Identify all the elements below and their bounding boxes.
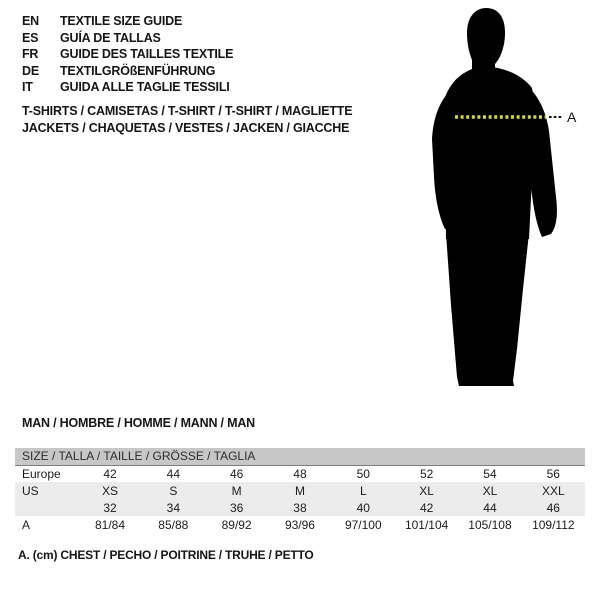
size-cell: 50 <box>356 466 370 481</box>
size-cell: XS <box>78 482 141 499</box>
size-cell: 38 <box>268 499 331 516</box>
size-cell: XL <box>458 482 521 499</box>
size-table <box>15 448 585 533</box>
table-row <box>15 499 585 516</box>
language-code: DE <box>22 63 39 78</box>
size-cell: M <box>268 482 331 499</box>
table-header-row <box>15 448 585 465</box>
size-cell: M <box>205 482 268 499</box>
man-silhouette <box>400 5 586 395</box>
size-cell: 40 <box>332 499 395 516</box>
language-code: ES <box>22 30 39 45</box>
measure-label: A <box>567 109 577 125</box>
row-label: Europe <box>22 466 61 481</box>
language-label: GUIDA ALLE TAGLIE TESSILI <box>60 80 230 95</box>
size-cell: 44 <box>166 466 180 481</box>
table-row <box>15 482 585 499</box>
size-cell: 85/88 <box>158 517 189 532</box>
size-cell: 42 <box>103 466 117 481</box>
language-row <box>22 63 233 80</box>
language-label: TEXTILE SIZE GUIDE <box>60 14 183 29</box>
size-cell: 109/112 <box>532 517 575 532</box>
category-line-tshirts: T-SHIRTS / CAMISETAS / T-SHIRT / T-SHIRT / MAGLIETTE <box>22 104 353 118</box>
language-row <box>22 13 233 30</box>
category-line-jackets: JACKETS / CHAQUETAS / VESTES / JACKEN / GIACCHE <box>22 121 350 135</box>
size-cell: 105/108 <box>468 517 512 532</box>
row-label: A <box>22 517 31 532</box>
table-header-label: SIZE / TALLA / TAILLE / GRÖSSE / TAGLIA <box>15 448 585 465</box>
size-cell: 42 <box>395 499 458 516</box>
language-label: TEXTILGRÖßENFÜHRUNG <box>60 63 216 78</box>
size-cell: S <box>142 482 205 499</box>
size-cell: 54 <box>483 466 497 481</box>
size-table-body <box>15 448 585 533</box>
table-row <box>15 516 585 533</box>
garment-categories <box>22 103 352 137</box>
size-cell: XL <box>395 482 458 499</box>
language-row <box>22 79 233 96</box>
section-title: MAN / HOMBRE / HOMME / MANN / MAN <box>22 416 255 430</box>
row-label: US <box>15 482 78 499</box>
language-row <box>22 46 233 63</box>
size-cell: 34 <box>142 499 205 516</box>
size-cell: 97/100 <box>344 517 382 532</box>
size-cell: 48 <box>293 466 307 481</box>
size-cell: 56 <box>546 466 560 481</box>
size-cell: 36 <box>205 499 268 516</box>
size-cell: 46 <box>522 499 585 516</box>
size-cell: 44 <box>458 499 521 516</box>
size-cell: 89/92 <box>221 517 252 532</box>
size-cell: 52 <box>419 466 434 481</box>
language-code: EN <box>22 14 39 29</box>
size-cell: 93/96 <box>284 517 315 532</box>
language-guide-list <box>22 13 233 96</box>
row-label <box>15 499 78 516</box>
language-label: GUIDE DES TAILLES TEXTILE <box>60 47 234 62</box>
language-label: GUÍA DE TALLAS <box>60 30 161 45</box>
language-row <box>22 30 233 47</box>
size-cell: 81/84 <box>94 517 125 532</box>
size-cell: 32 <box>78 499 141 516</box>
table-row <box>15 465 585 482</box>
size-cell: XXL <box>522 482 585 499</box>
language-code: IT <box>22 80 33 95</box>
size-cell: 46 <box>229 466 244 481</box>
size-cell: 101/104 <box>404 517 449 532</box>
size-cell: L <box>332 482 395 499</box>
language-code: FR <box>22 47 39 62</box>
figure-area <box>400 5 586 395</box>
measurement-footnote: A. (cm) CHEST / PECHO / POITRINE / TRUHE / PETTO <box>18 548 314 562</box>
